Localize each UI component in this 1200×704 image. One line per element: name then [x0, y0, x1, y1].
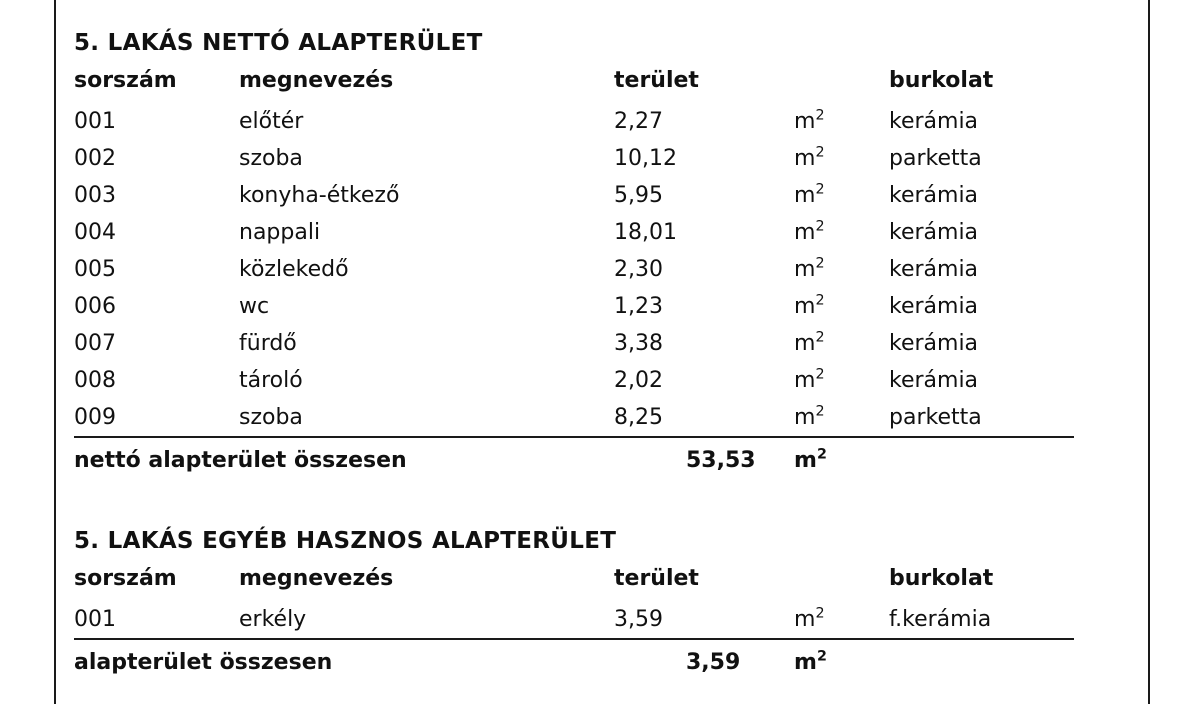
column-header-floor: burkolat: [889, 566, 994, 591]
table-row: [74, 288, 1074, 325]
cell-floor: parketta: [889, 146, 982, 171]
cell-area: 2,30: [614, 257, 663, 282]
column-header-name: megnevezés: [239, 68, 394, 93]
cell-name: wc: [239, 294, 270, 319]
area-table: [74, 62, 1074, 479]
total-unit: $m^2$: [794, 437, 889, 479]
cell-unit: $m^2$: [794, 218, 825, 245]
cell-unit: $m^2$: [794, 292, 825, 319]
table-row: [74, 399, 1074, 437]
cell-name: konyha-étkező: [239, 183, 400, 208]
cell-number: 008: [74, 368, 116, 393]
cell-floor: kerámia: [889, 257, 979, 282]
table-header-row: [74, 62, 1074, 103]
table-total-row: [74, 437, 1074, 479]
column-header-unit: [794, 62, 889, 103]
cell-number: 007: [74, 331, 116, 356]
page-border-right: [1148, 0, 1150, 704]
cell-number: 001: [74, 109, 116, 134]
cell-floor: kerámia: [889, 331, 979, 356]
cell-unit: $m^2$: [794, 181, 825, 208]
cell-number: 003: [74, 183, 116, 208]
cell-area: 2,27: [614, 109, 663, 134]
table-row: [74, 251, 1074, 288]
cell-number: 005: [74, 257, 116, 282]
table-row: [74, 601, 1074, 639]
table-row: [74, 140, 1074, 177]
cell-unit: $m^2$: [794, 255, 825, 282]
section-title: 5. LAKÁS EGYÉB HASZNOS ALAPTERÜLET: [74, 528, 617, 554]
column-header-area: terület: [614, 566, 699, 591]
table-row: [74, 362, 1074, 399]
cell-floor: f.kerámia: [889, 607, 992, 632]
total-floor: [889, 437, 1074, 479]
cell-floor: parketta: [889, 405, 982, 430]
total-unit: $m^2$: [794, 639, 889, 681]
cell-unit: $m^2$: [794, 403, 825, 430]
cell-floor: kerámia: [889, 220, 979, 245]
column-header-name: megnevezés: [239, 566, 394, 591]
cell-name: szoba: [239, 146, 303, 171]
cell-area: 8,25: [614, 405, 663, 430]
cell-floor: kerámia: [889, 109, 979, 134]
page-border-left: [54, 0, 56, 704]
cell-number: 006: [74, 294, 116, 319]
column-header-number: sorszám: [74, 566, 177, 591]
total-floor: [889, 639, 1074, 681]
table-row: [74, 177, 1074, 214]
section-title: 5. LAKÁS NETTÓ ALAPTERÜLET: [74, 30, 483, 56]
cell-name: szoba: [239, 405, 303, 430]
cell-number: 002: [74, 146, 116, 171]
cell-floor: kerámia: [889, 294, 979, 319]
table-header-row: [74, 560, 1074, 601]
cell-area: 10,12: [614, 146, 677, 171]
total-label: nettó alapterület összesen: [74, 437, 614, 479]
cell-unit: $m^2$: [794, 366, 825, 393]
cell-name: fürdő: [239, 331, 297, 356]
cell-name: tároló: [239, 368, 303, 393]
cell-unit: $m^2$: [794, 329, 825, 356]
cell-unit: $m^2$: [794, 107, 825, 134]
cell-unit: $m^2$: [794, 605, 825, 632]
cell-number: 001: [74, 607, 116, 632]
section-netto-alapterulet: [74, 30, 1084, 479]
cell-name: előtér: [239, 109, 304, 134]
cell-area: 3,59: [614, 607, 663, 632]
table-row: [74, 103, 1074, 140]
cell-area: 5,95: [614, 183, 663, 208]
column-header-area: terület: [614, 68, 699, 93]
cell-name: közlekedő: [239, 257, 349, 282]
cell-area: 2,02: [614, 368, 663, 393]
cell-area: 1,23: [614, 294, 663, 319]
column-header-floor: burkolat: [889, 68, 994, 93]
cell-number: 004: [74, 220, 116, 245]
table-row: [74, 214, 1074, 251]
area-table: [74, 560, 1074, 681]
total-label: alapterület összesen: [74, 639, 614, 681]
column-header-unit: [794, 560, 889, 601]
cell-floor: kerámia: [889, 368, 979, 393]
cell-unit: $m^2$: [794, 144, 825, 171]
table-row: [74, 325, 1074, 362]
cell-area: 18,01: [614, 220, 677, 245]
column-header-number: sorszám: [74, 68, 177, 93]
section-egyeb-hasznos-alapterulet: [74, 528, 1084, 681]
total-area: 3,59: [614, 639, 794, 681]
cell-number: 009: [74, 405, 116, 430]
table-total-row: [74, 639, 1074, 681]
total-area: 53,53: [614, 437, 794, 479]
cell-name: nappali: [239, 220, 321, 245]
cell-floor: kerámia: [889, 183, 979, 208]
cell-area: 3,38: [614, 331, 663, 356]
cell-name: erkély: [239, 607, 307, 632]
